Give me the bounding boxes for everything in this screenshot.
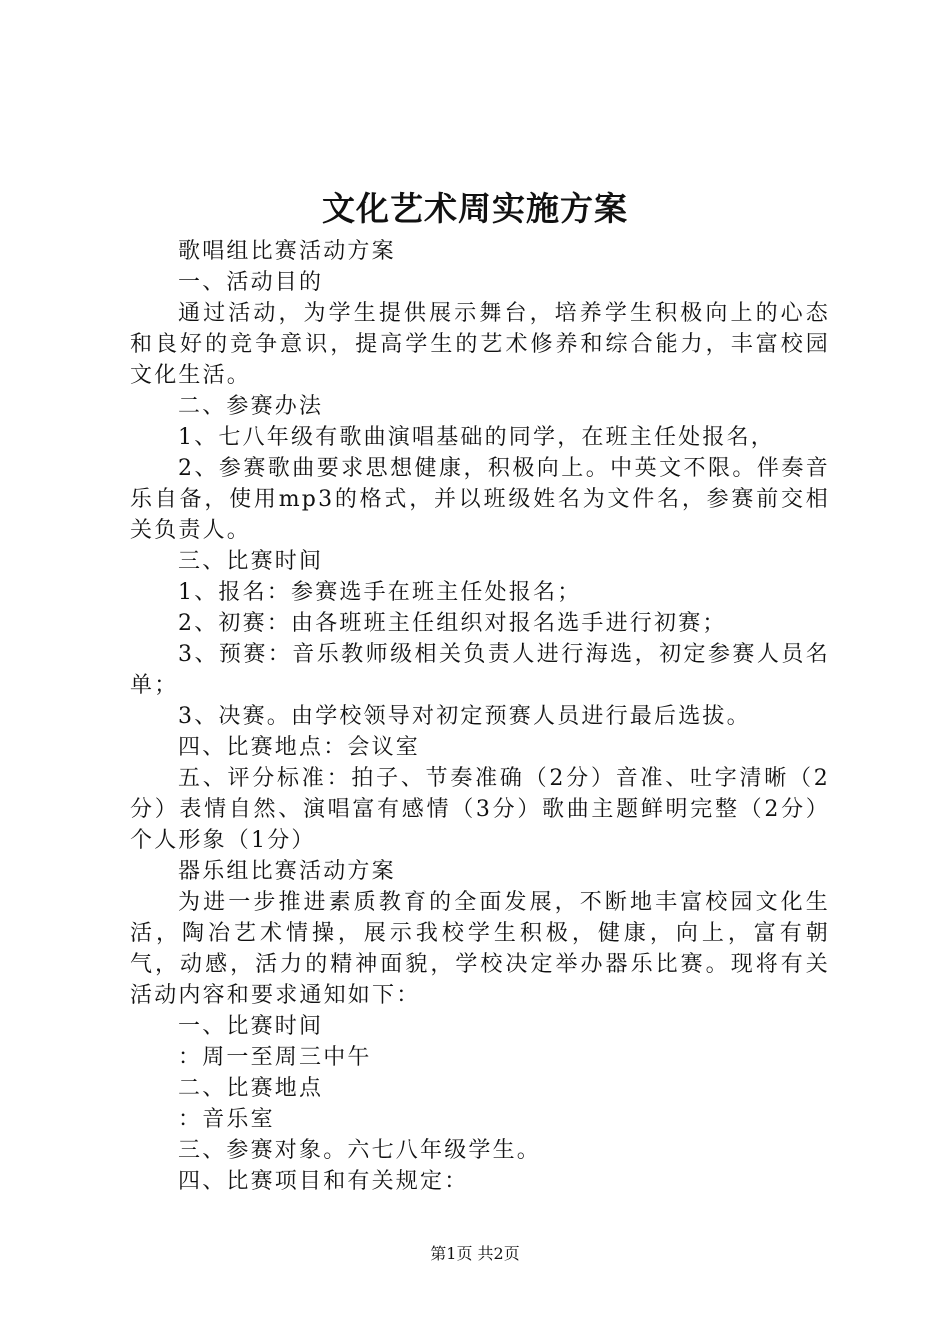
paragraph: 通过活动，为学生提供展示舞台，培养学生积极向上的心态和良好的竞争意识，提高学生的艺术修养和综合能力，丰富校园文化生活。 — [130, 301, 830, 388]
paragraph: 四、比赛项目和有关规定： — [178, 1169, 469, 1194]
paragraph: 四、比赛地点：会议室 — [178, 735, 421, 760]
document-body — [130, 236, 830, 1197]
paragraph: 二、参赛办法 — [178, 394, 324, 419]
paragraph: 3、决赛。由学校领导对初定预赛人员进行最后选拔。 — [178, 704, 751, 729]
paragraph: 2、初赛：由各班班主任组织对报名选手进行初赛； — [178, 611, 727, 636]
paragraph: 器乐组比赛活动方案 — [178, 859, 396, 884]
paragraph: 为进一步推进素质教育的全面发展，不断地丰富校园文化生活，陶冶艺术情操，展示我校学生积极，健康，向上，富有朝气，动感，活力的精神面貌，学校决定举办器乐比赛。现将有关活动内容和要求通知如下： — [130, 890, 830, 1008]
paragraph: 1、七八年级有歌曲演唱基础的同学，在班主任处报名， — [178, 425, 775, 450]
paragraph: 三、比赛时间 — [178, 549, 324, 574]
paragraph: 1、报名：参赛选手在班主任处报名； — [178, 580, 582, 605]
paragraph: 一、活动目的 — [178, 270, 324, 295]
paragraph: 三、参赛对象。六七八年级学生。 — [178, 1138, 542, 1163]
paragraph: 3、预赛：音乐教师级相关负责人进行海选，初定参赛人员名单； — [130, 642, 830, 698]
paragraph: 五、评分标准：拍子、节奏准确（2分）音准、吐字清晰（2分）表情自然、演唱富有感情（3分）歌曲主题鲜明完整（2分）个人形象（1分） — [130, 766, 830, 853]
document-title: 文化艺术周实施方案 — [322, 189, 628, 228]
page-footer: 第1页 共2页 — [430, 1244, 520, 1263]
paragraph: ：音乐室 — [178, 1107, 275, 1132]
paragraph: ：周一至周三中午 — [178, 1045, 372, 1070]
paragraph: 歌唱组比赛活动方案 — [178, 239, 396, 264]
paragraph: 二、比赛地点 — [178, 1076, 324, 1101]
paragraph: 一、比赛时间 — [178, 1014, 324, 1039]
paragraph: 2、参赛歌曲要求思想健康，积极向上。中英文不限。伴奏音乐自备，使用mp3的格式，并以班级姓名为文件名，参赛前交相关负责人。 — [130, 456, 830, 543]
